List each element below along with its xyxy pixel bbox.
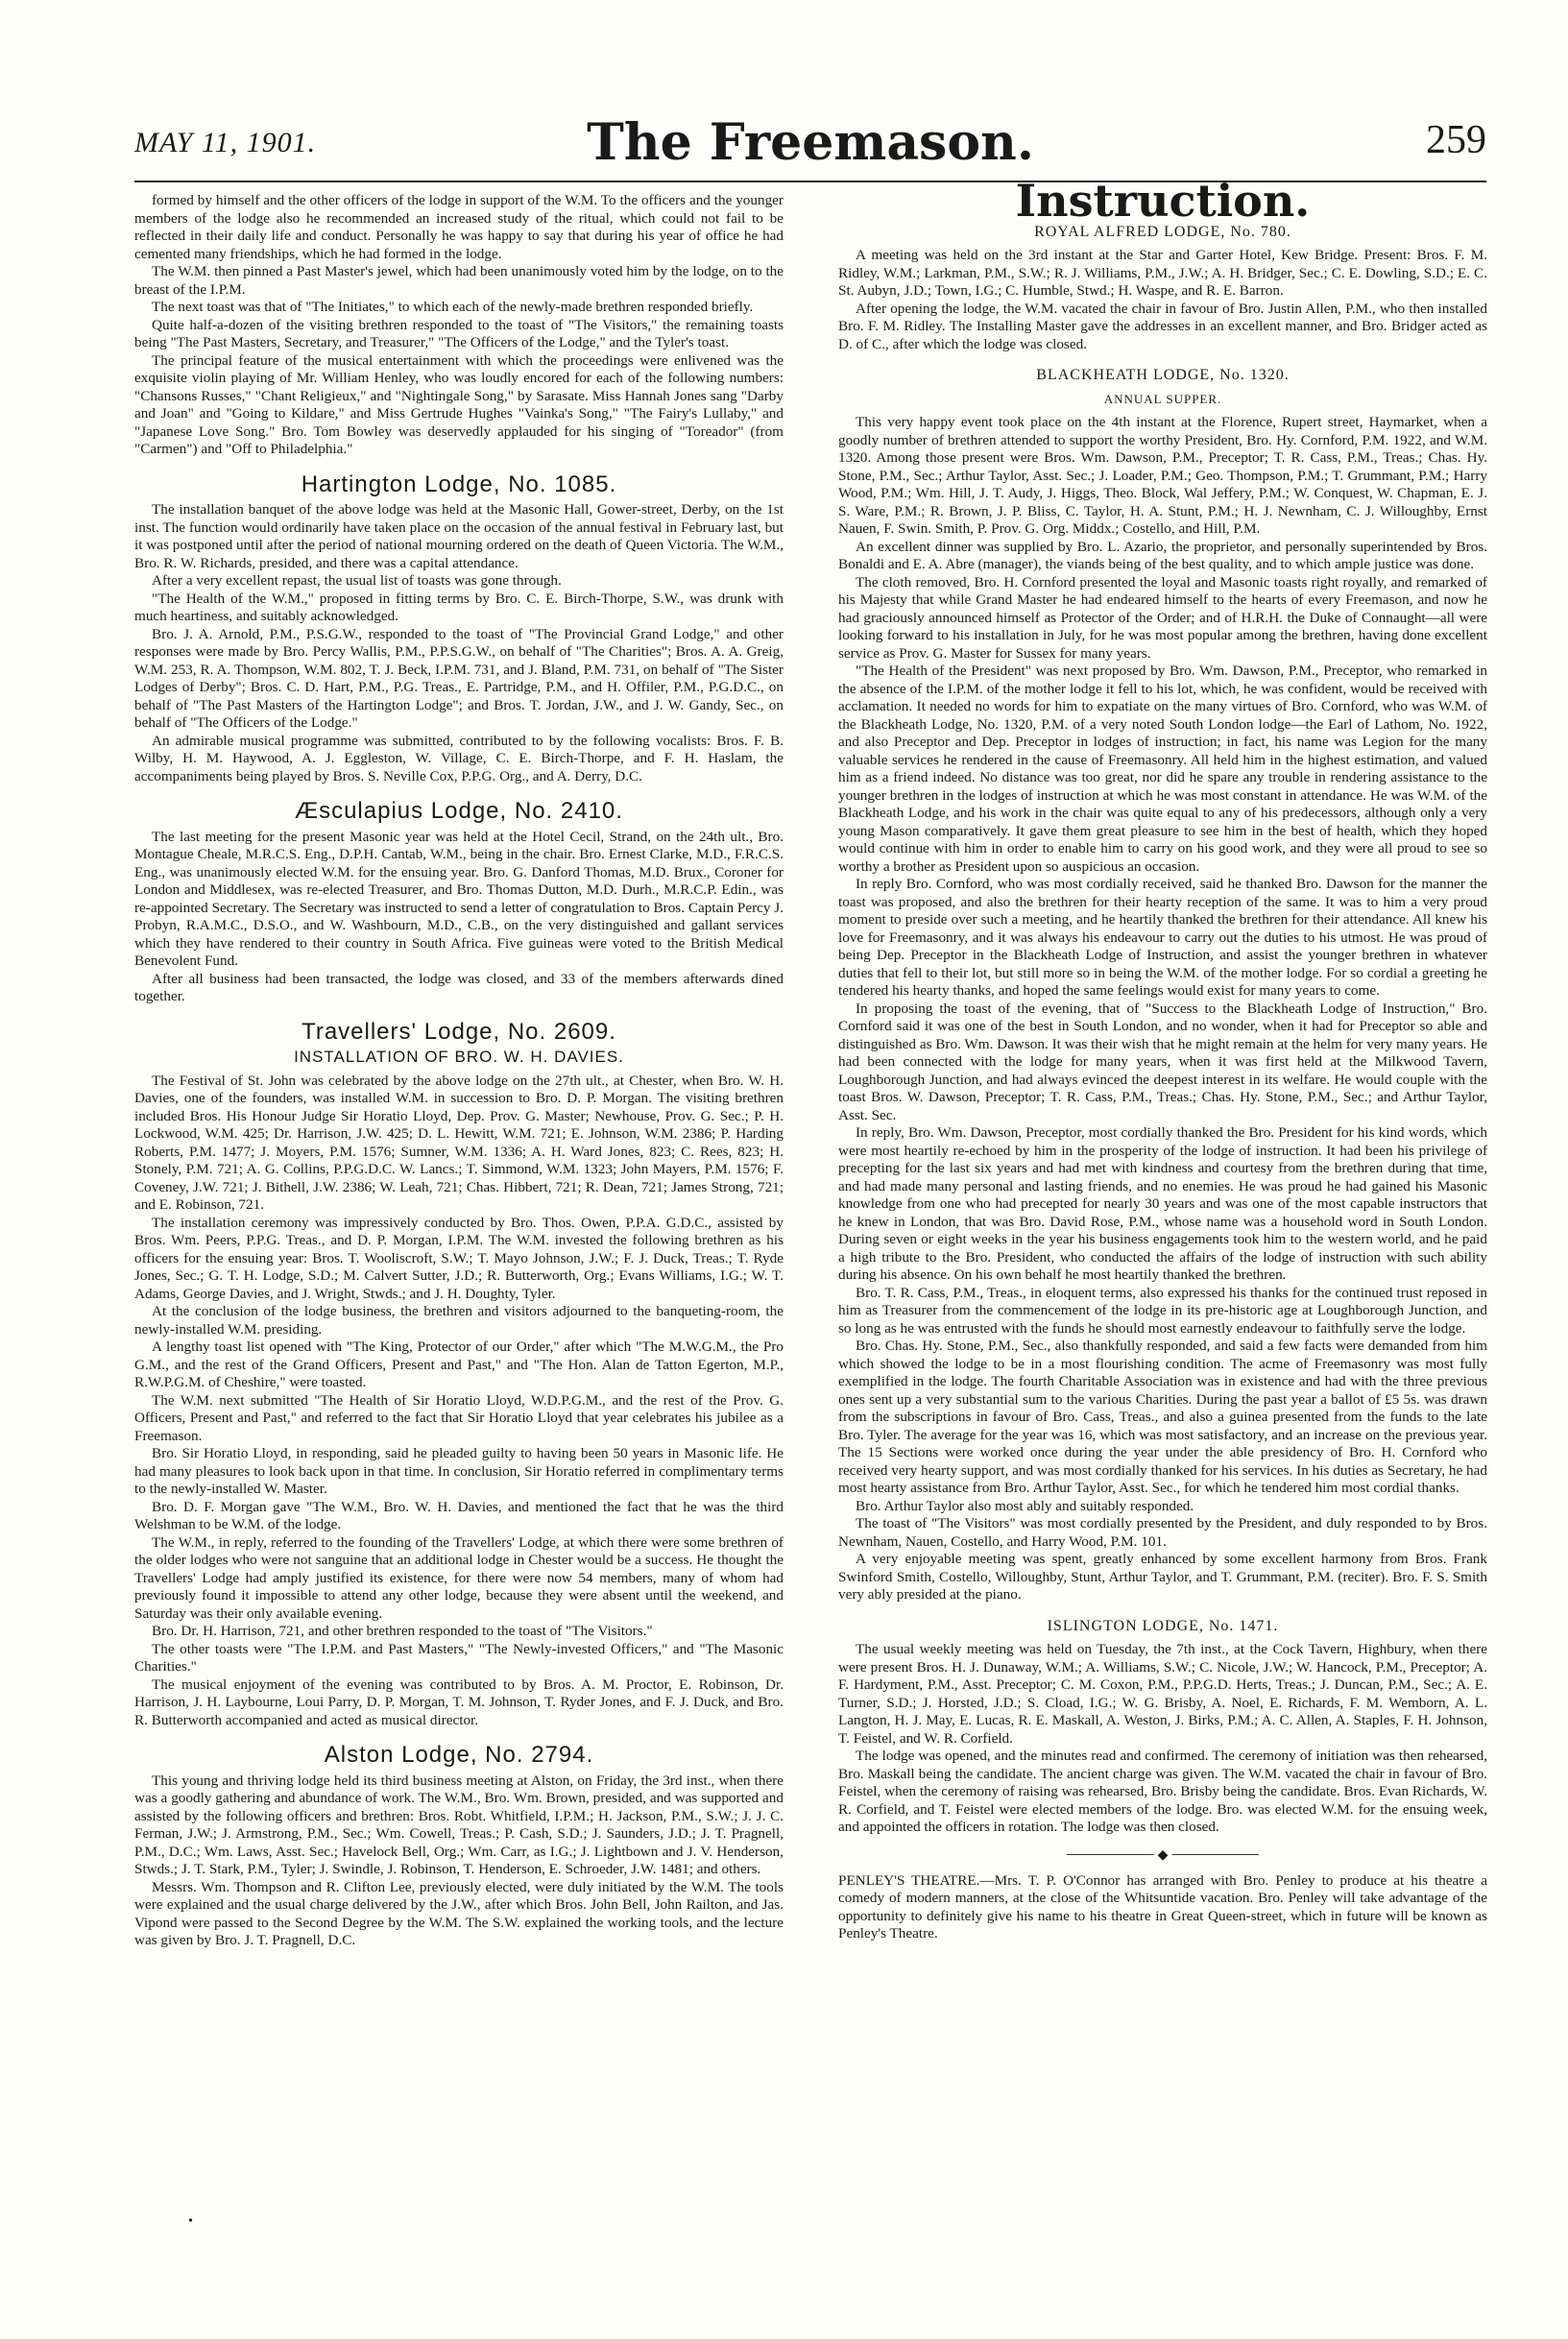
paragraph: After a very excellent repast, the usual list of toasts was gone through.: [152, 572, 562, 589]
paragraph: The principal feature of the musical entertainment with which the proceedings were enlivened was the exquisite violin playing of Mr. William Henley, who was loudly encored for each of the following numbers: "Chansons Russes," "Chant Religieux," and "Nightingale Song," by Sarasate. Miss Hannah Jones sang "Darby and Joan" and "Going to Kildare," and Miss Gertrude Hughes "Vainka's Song," "The Fairy's Lullaby," and "Japanese Love Song." Bro. Tom Bowley was deservedly applauded for his singing of "Toreador" (from "Carmen") and "Off to Philadelphia.": [134, 351, 784, 457]
alston-body: [134, 1772, 784, 1950]
paragraph: This young and thriving lodge held its third business meeting at Alston, on Friday, the 3rd inst., when there was a goodly gathering and abundance of work. The W.M., Bro. Wm. Brown, presided, and was supported and assisted by the following officers and brethren: Bros. Robt. Whitfield, I.P.M.; H. Jackson, P.M., S.W.; J. J. C. Ferman, J.W.; J. Armstrong, P.M., Sec.; Wm. Cowell, Treas.; P. Cash, S.D.; J. Saunders, J.D.; J. T. Pragnell, P.M., D.C.; Wm. Laws, Asst. Sec.; Havelock Bell, Org.; Wm. Carr, as I.G.; J. Lightbown and J. V. Henderson, Stwds.; J. T. Stark, P.M., Tyler; J. Swindle, J. Robinson, T. Henderson, E. Schroeder, J.W. 1481; and others.: [134, 1772, 784, 1877]
blackheath-subheading: ANNUAL SUPPER.: [1103, 391, 1222, 406]
paragraph: "The Health of the W.M.," proposed in fitting terms by Bro. C. E. Birch-Thorpe, S.W., was drunk with much heartiness, and suitably acknowledged.: [134, 590, 784, 624]
paragraph: In proposing the toast of the evening, that of "Success to the Blackheath Lodge of Instruction," Bro. Cornford said it was one of the best in South London, and no wonder, when it had for Preceptor so able and distinguished as Bro. Wm. Dawson. It was their wish that he might remain at the helm for very many years. He had been connected with the lodge for many years, when it was first held at the Milkwood Tavern, Loughborough Junction, and had always evinced the deepest interest in its welfare. He would couple with the toast Bros. W. Dawson, Preceptor; T. R. Cass, P.M., Treas.; Chas. Hy. Stone, P.M., Sec.; and Arthur Taylor, Asst. Sec.: [838, 1000, 1487, 1123]
paragraph: The toast of "The Visitors" was most cordially presented by the President, and duly responded to by Bros. Newnham, Nauen, Costello, and Harry Wood, P.M. 101.: [838, 1515, 1487, 1550]
bullet-mark-icon: •: [188, 2214, 193, 2229]
paragraph: Bro. T. R. Cass, P.M., Treas., in eloquent terms, also expressed his thanks for the continued trust reposed in him as Treasurer from the commencement of the lodge in its pre-historic age at Loughborough Junction, and so long as he was entrusted with the funds he should most earnestly endeavour to faithfully serve the lodge.: [838, 1284, 1487, 1337]
divider-ornament-icon: ◆: [1154, 1847, 1172, 1866]
aesculapius-heading: Æsculapius Lodge, No. 2410.: [295, 798, 623, 824]
paragraph: The usual weekly meeting was held on Tuesday, the 7th inst., at the Cock Tavern, Highbury, when there were present Bros. H. J. Dunaway, W.M.; A. Williams, S.W.; C. Nicole, J.W.; W. Hancock, P.M., Preceptor; A. F. Hardyment, P.M., Asst. Preceptor; C. M. Coxon, P.M., P.P.G.D. Herts, Treas.; J. Duncan, P.M., Sec.; A. E. Turner, S.D.; J. Horsted, J.D.; S. Cload, I.G.; W. G. Brisby, A. Noel, E. Richards, F. M. Wemborn, A. L. Langton, H. J. May, E. Lucas, R. E. Maskall, A. Weston, J. Birks, P.M.; A. C. Allen, A. Staples, F. H. Johnson, T. Feistel, and W. R. Corfield.: [838, 1641, 1487, 1747]
paragraph: Quite half-a-dozen of the visiting brethren responded to the toast of "The Visitors," the remaining toasts being "The Past Masters, Secretary, and Treasurer," "The Officers of the Lodge," and the Tyler's toast.: [134, 316, 784, 350]
paragraph: The W.M. then pinned a Past Master's jewel, which had been unanimously voted him by the lodge, on to the breast of the I.P.M.: [134, 263, 784, 298]
travellers-body: [134, 1073, 784, 1730]
paragraph: The musical enjoyment of the evening was contributed to by Bros. A. M. Proctor, E. Robinson, Dr. Harrison, J. H. Laybourne, Loui Parry, D. P. Morgan, T. M. Johnson, T. Ryder Jones, and F. J. Duck, and Bro. R. Butterworth accompanied and acted as musical director.: [134, 1676, 784, 1728]
hartington-heading: Hartington Lodge, No. 1085.: [301, 470, 617, 497]
paragraph: After all business had been transacted, the lodge was closed, and 33 of the members afterwards dined together.: [134, 970, 784, 1004]
paragraph: At the conclusion of the lodge business, the brethren and visitors adjourned to the banqueting-room, the newly-installed W.M. presiding.: [134, 1303, 784, 1338]
aesculapius-body: [134, 829, 784, 1006]
instruction-heading: Instruction.: [1015, 175, 1311, 227]
paragraph: Messrs. Wm. Thompson and R. Clifton Lee, previously elected, were duly initiated by the W.M. The tools were explained and the usual charge delivered by the J.W., after which Bros. John Bell, John Railton, and Jas. Vipond were passed to the Second Degree by the W.M. The S.W. explained the working tools, and the lecture was given by Bro. J. T. Pragnell, D.C.: [134, 1878, 784, 1948]
royal-alfred-body: [838, 247, 1487, 353]
paragraph: Bro. Arthur Taylor also most ably and suitably responded.: [856, 1497, 1194, 1514]
paragraph: An excellent dinner was supplied by Bro. L. Azario, the proprietor, and personally superintended by Bros. Bonaldi and E. A. Abre (manager), the viands being of the best quality, and to which ample justice was done.: [838, 538, 1487, 572]
paragraph: The W.M., in reply, referred to the founding of the Travellers' Lodge, at which there were some brethren of the older lodges who were not sanguine that an additional lodge in Chester would be a success. He thought the Travellers' Lodge had amply justified its existence, for there were now 54 members, many of whom had previously found it impossible to attend any other lodge, because they were absent until the weekend, and Saturday was their only available evening.: [134, 1533, 784, 1622]
section-divider: [1067, 1847, 1259, 1863]
islington-heading: ISLINGTON LODGE, No. 1471.: [1047, 1617, 1279, 1634]
paragraph: An admirable musical programme was submitted, contributed to by the following vocalists: Bros. F. B. Wilby, H. M. Haywood, A. J. Eggleston, W. Village, C. E. Birch-Thorpe, and F. H. Haslam, the accompaniments being played by Bros. S. Neville Cox, P.P.G. Org., and A. Derry, D.C.: [134, 732, 784, 784]
newspaper-title: The Freemason.: [587, 113, 1034, 172]
alston-heading: Alston Lodge, No. 2794.: [324, 1742, 594, 1768]
paragraph: Bro. Chas. Hy. Stone, P.M., Sec., also thankfully responded, and said a few facts were demanded from him which showed the lodge to be in a most flourishing condition. The acme of Freemasonry was most fully exemplified in the lodge. The fourth Charitable Association was in existence and had with the three previous ones sent up a very substantial sum to the various Charities. During the past year a ballot of £5 5s. was drawn from the subscriptions in favour of Bro. Cass, Treas., and also a guinea presented from the funds to the late Bro. Tyler. The average for the year was 16, which was most satisfactory, and an increase on the previous year. The 15 Sections were worked once during the year under the able presidency of Bro. H. Cornford who received very hearty support, and was most cordially thanked for his services. In his duties as Secretary, he had most hearty assistance from Bro. Arthur Taylor, Asst. Sec., for which he tendered him most cordial thanks.: [838, 1338, 1487, 1496]
masthead: [134, 113, 1486, 171]
paragraph: A lengthy toast list opened with "The King, Protector of our Order," after which "The M.W.G.M., the Pro G.M., and the rest of the Grand Officers, Present and Past," and "The Hon. Alan de Tatton Egerton, M.P., R.W.P.G.M. of Cheshire," were toasted.: [134, 1338, 784, 1390]
issue-date: MAY 11, 1901.: [134, 127, 317, 158]
paragraph: The other toasts were "The I.P.M. and Past Masters," "The Newly-invested Officers," and "The Masonic Charities.": [134, 1640, 784, 1675]
paragraph: The lodge was opened, and the minutes read and confirmed. The ceremony of initiation was then rehearsed, Bro. Maskall being the candidate. The ancient charge was given. The W.M. vacated the chair in favour of Bro. Feistel, when the ceremony of raising was rehearsed, Bro. Brisby being the candidate. Bros. Evan Richards, W. R. Corfield, and T. Feistel were elected members of the lodge. Bro. was elected W.M. for the ensuing week, and appointed the officers in rotation. The lodge was then closed.: [838, 1748, 1487, 1835]
paragraph: The Festival of St. John was celebrated by the above lodge on the 27th ult., at Chester, when Bro. W. H. Davies, one of the founders, was installed W.M. in succession to Bro. D. P. Morgan. The visiting brethren included Bros. His Honour Judge Sir Horatio Lloyd, Dep. Prov. G. Master; Newhouse, Prov. G. Sec.; P. H. Lockwood, W.M. 425; Dr. Harrison, J.W. 425; D. L. Hewitt, W.M. 721; E. Johnson, W.M. 2386; P. Harding Roberts, P.M. 1477; J. Moyers, P.M. 1576; Sumner, W.M. 1336; A. H. Ward Jones, 823; C. Rees, 823; H. Stonely, P.M. 721; A. G. Collins, P.P.G.D.C. W. Lancs.; T. Simmond, W.M. 1323; John Mayers, P.M. 1576; F. Coveney, J.W. 721; J. Bithell, J.W. 2386; W. Leah, 721; Chas. Hibbert, 721; R. Dean, 721; James Strong, 721; and E. Robinson, 721.: [134, 1072, 784, 1213]
travellers-subheading: INSTALLATION OF BRO. W. H. DAVIES.: [294, 1048, 624, 1066]
hartington-body: [134, 501, 784, 785]
paragraph: In reply Bro. Cornford, who was most cordially received, said he thanked Bro. Dawson for the manner the toast was proposed, and also the brethren for their hearty reception of the same. It was to him a very proud moment to preside over such a meeting, and he heartily thanked the brethren for their attendance. All knew his love for Freemasonry, and it was always his endeavour to carry out the duties to his utmost. He was proud of being Dep. Preceptor in the Blackheath Lodge of Instruction, and assist the younger brethren in whatever duties that fell to their lot, but still more so in being the W.M. of the mother lodge. For so cordial a greeting he tendered his hearty thanks, and hoped the same feelings would exist for many years to come.: [838, 876, 1487, 999]
paragraph: A meeting was held on the 3rd instant at the Star and Garter Hotel, Kew Bridge. Present: Bros. F. M. Ridley, W.M.; Larkman, P.M., S.W.; R. J. Williams, P.M., J.W.; A. H. Bridger, Sec.; C. E. Dowling, S.D.; E. C. St. Aubyn, J.D.; Town, I.G.; C. Humble, Stwd.; H. Waspe, and R. E. Barron.: [838, 247, 1487, 299]
penley-notice: PENLEY'S THEATRE.—Mrs. T. P. O'Connor has arranged with Bro. Penley to produce at his theatre a comedy of modern manners, at the close of the Whitsuntide vacation. Bro. Penley will take advantage of the opportunity to definitely give his name to his theatre in Great Queen-street, which in future will be known as Penley's Theatre.: [838, 1871, 1487, 1941]
intro-section: [134, 192, 784, 459]
paragraph: The cloth removed, Bro. H. Cornford presented the loyal and Masonic toasts right royally, and remarked of his Majesty that while Grand Master he had endeared himself to the hearts of every Freemason, and now he had graciously announced himself as Protector of the Order; and of H.R.H. the Duke of Connaught—all were looking forward to his installation in July, for he was most popular among the brethren, having done excellent service as Prov. G. Master for Sussex for many years.: [838, 573, 1487, 662]
right-column: [838, 175, 1487, 1943]
page-number: 259: [1426, 118, 1486, 162]
blackheath-body: [838, 414, 1487, 1604]
islington-body: [838, 1641, 1487, 1837]
left-column: [134, 192, 784, 1950]
paragraph: The installation ceremony was impressively conducted by Bro. Thos. Owen, P.P.A. G.D.C., assisted by Bros. Wm. Peers, P.P.G. Treas., and D. P. Morgan, I.P.M. The W.M. invested the following brethren as his officers for the ensuing year: Bros. T. Wooliscroft, S.W.; T. Mayo Johnson, J.W.; F. J. Duck, Treas.; T. Ryde Jones, Sec.; G. T. H. Lodge, S.D.; M. Calvert Sutter, J.D.; R. Butterworth, Org.; Evans Williams, I.G.; W. T. Adams, George Davies, and J. Wright, Stwds.; and J. H. Doughty, Tyler.: [134, 1214, 784, 1302]
paragraph: The last meeting for the present Masonic year was held at the Hotel Cecil, Strand, on the 24th ult., Bro. Montague Cheale, M.R.C.S. Eng., D.P.H. Cantab, W.M., being in the chair. Bro. Ernest Clarke, M.D., F.R.C.S. Eng., was unanimously elected W.M. for the ensuing year. Bro. G. Danford Thomas, M.D. Brux., Coroner for London and Middlesex, was re-elected Treasurer, and Bro. Thomas Dutton, M.D. Durh., M.R.C.P. Edin., was re-appointed Secretary. The Secretary was instructed to send a letter of congratulation to Bros. Captain Percy J. Probyn, R.A.M.C., D.S.O., and W. Washbourn, M.D., C.B., on the very distinguished and gallant services which they have rendered to their country in South Africa. Five guineas were voted to the British Medical Benevolent Fund.: [134, 828, 784, 969]
paragraph: A very enjoyable meeting was spent, greatly enhanced by some excellent harmony from Bros. Frank Swinford Smith, Costello, Willoughby, Stunt, Arthur Taylor, and T. Grummant, P.M. (reciter). Bro. F. S. Smith very ably presided at the piano.: [838, 1551, 1487, 1603]
paragraph: After opening the lodge, the W.M. vacated the chair in favour of Bro. Justin Allen, P.M., who then installed Bro. F. M. Ridley. The Installing Master gave the addresses in an excellent manner, and Bro. Bridger acted as D. of C., after which the lodge was closed.: [838, 300, 1487, 352]
paragraph: This very happy event took place on the 4th instant at the Florence, Rupert street, Haymarket, when a goodly number of brethren attended to support the worthy President, Bro. Hy. Cornford, P.M. 1922, and W.M. 1320. Among those present were Bros. Wm. Dawson, P.M., Preceptor; T. R. Cass, P.M., Treas.; Chas. Hy. Stone, P.M., Sec.; Arthur Taylor, Asst. Sec.; J. Loader, P.M.; Geo. Thompson, P.M.; T. Grummant, P.M.; Harry Wood, P.M.; Wm. Hill, J. T. Audy, J. Higgs, Theo. Block, Wal Jeffery, P.M.; W. Conquest, W. Chapman, E. J. S. Ware, P.M.; R. Brown, J. P. Bliss, C. Taylor, H. A. Stunt, P.M.; H. J. Newnham, C. J. Willoughby, Ernst Nauen, F. Swin. Smith, P. Prov. G. Org. Middx.; Costello, and Hill, P.M.: [838, 414, 1487, 537]
paragraph: The W.M. next submitted "The Health of Sir Horatio Lloyd, W.D.P.G.M., and the rest of the Prov. G. Officers, Present and Past," and referred to the fact that Sir Horatio Lloyd that year celebrates his jubilee as a Freemason.: [134, 1391, 784, 1444]
royal-alfred-heading: ROYAL ALFRED LODGE, No. 780.: [1034, 223, 1291, 240]
paragraph: Bro. D. F. Morgan gave "The W.M., Bro. W. H. Davies, and mentioned the fact that he was the third Welshman to be W.M. of the lodge.: [134, 1498, 784, 1532]
paragraph: Bro. Sir Horatio Lloyd, in responding, said he pleaded guilty to having been 50 years in Masonic life. He had many pleasures to look back upon in that time. In conclusion, Sir Horatio referred in complimentary terms to the newly-installed W. Master.: [134, 1445, 784, 1497]
paragraph: Bro. Dr. H. Harrison, 721, and other brethren responded to the toast of "The Visitors.": [152, 1623, 653, 1639]
blackheath-heading: BLACKHEATH LODGE, No. 1320.: [1036, 367, 1290, 383]
paragraph: Bro. J. A. Arnold, P.M., P.S.G.W., responded to the toast of "The Provincial Grand Lodge," and other responses were made by Bro. Percy Wallis, P.M., P.P.S.G.W., on behalf of "The Charities"; Bros. A. A. Greig, W.M. 253, R. A. Thompson, W.M. 802, T. J. Beck, I.P.M. 731, and J. Bland, P.M. 731, on behalf of "The Sister Lodges of Derby"; Bros. C. D. Hart, P.M., P.G. Treas., E. Partridge, P.M., and H. Offiler, P.M., P.G.D.C., on behalf of "The Past Masters of the Hartington Lodge"; and Bros. T. Jordan, J.W., and J. W. Gandy, Sec., on behalf of "The Officers of the Lodge.": [134, 625, 784, 731]
paragraph: "The Health of the President" was next proposed by Bro. Wm. Dawson, P.M., Preceptor, who remarked in the absence of the I.P.M. of the mother lodge it fell to his lot, which, he was confident, would be received with acclamation. It needed no words for him to expatiate on the many virtues of Bro. Cornford, who was W.M. of the Blackheath Lodge, No. 1320, P.M. of a very noted South London lodge—the Earl of Lathom, No. 1922, and also Preceptor and Dep. Preceptor in lodges of instruction; in fact, his name was Legion for the many valuable services he rendered in the cause of Freemasonry. All held him in the highest estimation, and valued him as a friend indeed. No distance was too great, nor did he spare any trouble in rendering assistance to the younger brethren in the lodges of instruction at which he was most constant in attendance. He was W.M. of the Blackheath Lodge, and his work in the chair was quite equal to any of his predecessors, although only a very young Mason comparatively. It gave them great pleasure to see him in the best of health, which they hoped would continue with him in order to enable him to carry on his good work, and they were all proud to see so worthy a brother as President upon so auspicious an occasion.: [838, 663, 1487, 875]
paragraph: The installation banquet of the above lodge was held at the Masonic Hall, Gower-street, Derby, on the 1st inst. The function would ordinarily have taken place on the occasion of the annual festival in February last, but it was postponed until after the period of national mourning ordered on the death of Queen Victoria. The W.M., Bro. R. W. Richards, presided, and there was a capital attendance.: [134, 501, 784, 571]
paragraph: formed by himself and the other officers of the lodge in support of the W.M. To the officers and the younger members of the lodge also he recommended an increased study of the ritual, which could not fail to be reflected in their daily life and conduct. Personally he was happy to say that during his year of office he had cemented many friendships, which he had formed in the lodge.: [134, 192, 784, 262]
paragraph: In reply, Bro. Wm. Dawson, Preceptor, most cordially thanked the Bro. President for his kind words, which were most heartily re-echoed by him in the prosperity of the lodge of instruction. It had been his privilege of precepting for the last six years and had met with kindness and courtesy from the brethren during that time, and had made many personal and lasting friends, and no enemies. He was proud he had gained his Masonic knowledge from one who had precepted for nearly 30 years and was one of the most capable instructors that he knew in London, that was Bro. David Rose, P.M., whose name was a household word in South London. During seven or eight weeks in the year his business engagements took him to the western world, and he paid a high tribute to the Bro. President, who conducted the affairs of the lodge of instruction with such ability during his absence. On his own behalf he most heartily thanked the brethren.: [838, 1124, 1487, 1283]
paragraph: The next toast was that of "The Initiates," to which each of the newly-made brethren responded briefly.: [152, 299, 754, 315]
travellers-heading: Travellers' Lodge, No. 2609.: [302, 1018, 616, 1045]
